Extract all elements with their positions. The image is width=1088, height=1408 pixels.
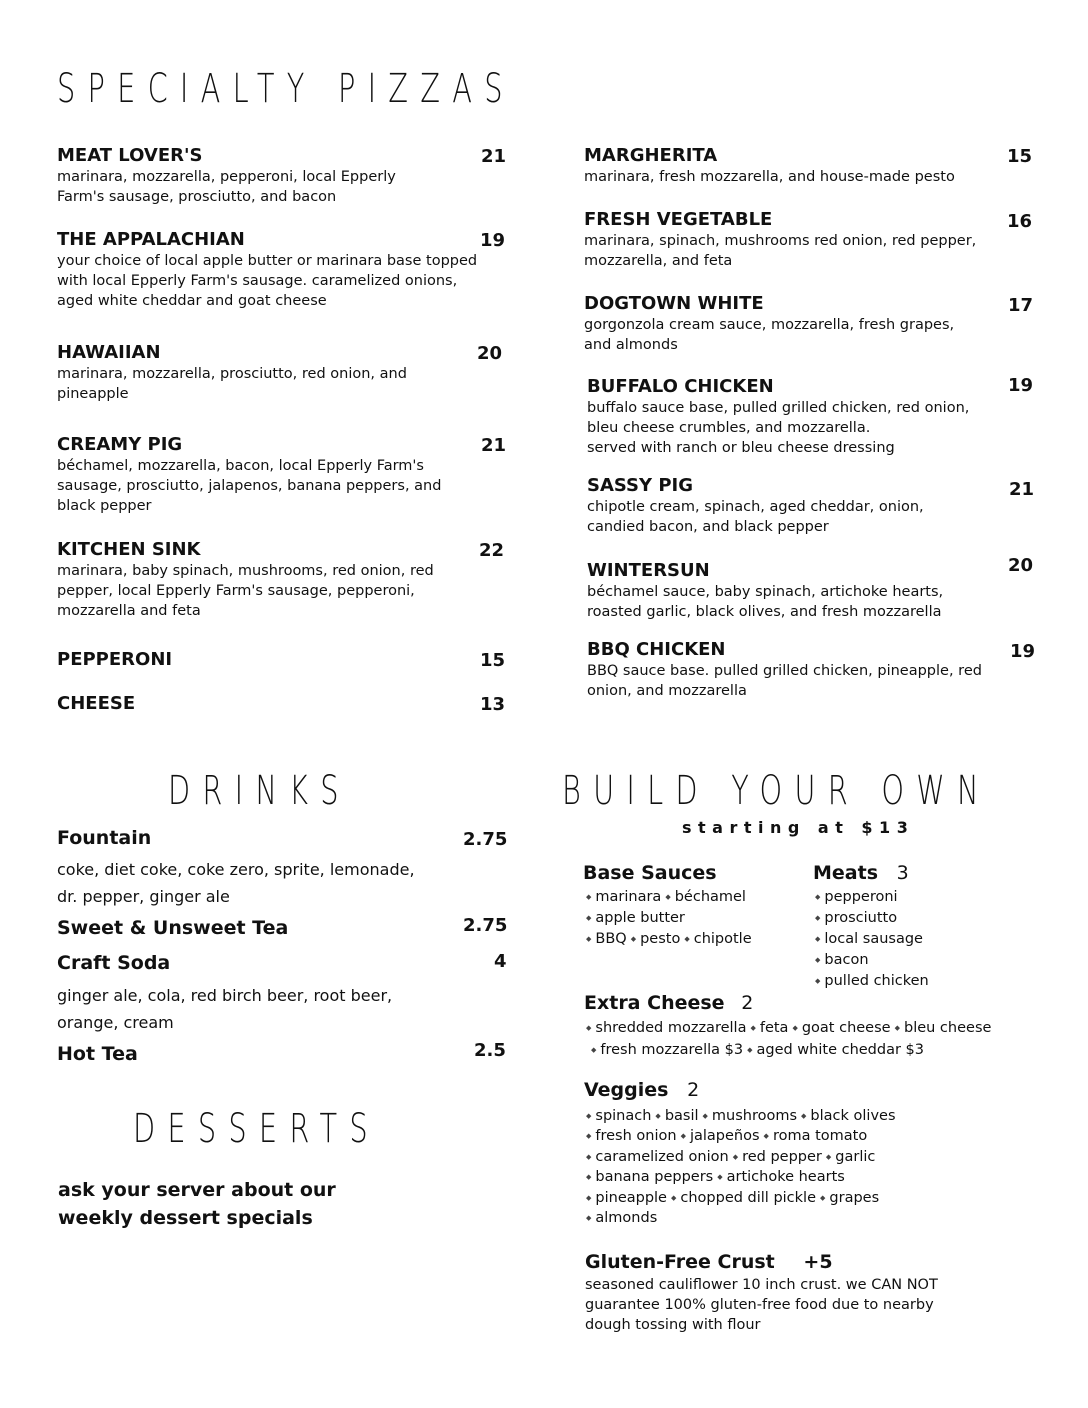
item-price: 15: [1007, 146, 1033, 167]
item-description: gorgonzola cream sauce, mozzarella, fresh grapes, and almonds: [584, 317, 955, 353]
item-description: marinara, mozzarella, pepperoni, local Epperly Farm's sausage, prosciutto, and bacon: [57, 169, 396, 205]
diamond-bullet-icon: ◆: [702, 1112, 708, 1120]
option: BBQ: [595, 931, 627, 947]
item-price: 17: [1008, 295, 1034, 316]
option: marinara: [595, 889, 662, 905]
diamond-bullet-icon: ◆: [763, 1132, 769, 1141]
item-price: 19: [1010, 641, 1036, 662]
option: pulled chicken: [824, 973, 929, 989]
drink-description: [57, 856, 415, 910]
options-row: [586, 1188, 896, 1208]
item-price: 16: [1007, 211, 1033, 232]
diamond-bullet-icon: ◆: [586, 893, 592, 901]
diamond-bullet-icon: ◆: [670, 1193, 677, 1202]
gluten-free-label: [585, 1251, 833, 1273]
option: prosciutto: [824, 910, 898, 926]
diamond-bullet-icon: ◆: [586, 1214, 592, 1223]
menu-item: [57, 693, 135, 714]
menu-item: [57, 229, 482, 311]
option: aged white cheddar $3: [756, 1042, 924, 1058]
diamond-bullet-icon: ◆: [586, 914, 592, 922]
desserts-note: [58, 1176, 336, 1232]
item-price: 20: [1008, 555, 1034, 576]
item-name: KITCHEN SINK: [57, 539, 201, 560]
option: jalapeños: [689, 1128, 760, 1145]
menu-item: [57, 649, 172, 670]
item-description: chipotle cream, spinach, aged cheddar, onion, candied bacon, and black pepper: [587, 499, 924, 535]
options-row: [815, 929, 929, 950]
drink-description-line: dr. pepper, ginger ale: [57, 887, 230, 906]
drink-name: Sweet & Unsweet Tea: [57, 917, 289, 939]
item-price: 19: [1008, 375, 1034, 396]
diamond-bullet-icon: ◆: [586, 1193, 592, 1202]
item-description: béchamel sauce, baby spinach, artichoke hearts, roasted garlic, black olives, and fresh mozzarella: [587, 584, 944, 620]
drink-price: 4: [494, 951, 507, 972]
item-name: THE APPALACHIAN: [57, 229, 245, 250]
meats-price: 3: [896, 862, 909, 884]
item-price: 19: [480, 230, 506, 251]
build-your-own-heading: BUILD YOUR OWN: [562, 768, 991, 814]
item-name: CREAMY PIG: [57, 434, 183, 455]
option: almonds: [595, 1210, 658, 1227]
diamond-bullet-icon: ◆: [665, 893, 671, 901]
desserts-note-line: ask your server about our: [58, 1179, 336, 1201]
item-price: 21: [481, 146, 507, 167]
options-row: [815, 950, 929, 971]
options-row: [815, 887, 929, 908]
item-name: DOGTOWN WHITE: [584, 293, 764, 314]
extra-cheese-price: 2: [741, 992, 754, 1014]
diamond-bullet-icon: ◆: [717, 1173, 723, 1182]
menu-item: [584, 145, 994, 187]
item-name: PEPPERONI: [57, 649, 173, 670]
menu-item: [584, 209, 1004, 271]
item-description: marinara, mozzarella, prosciutto, red onion, and pineapple: [57, 366, 407, 402]
desserts-heading: DESSERTS: [133, 1106, 380, 1152]
diamond-bullet-icon: ◆: [586, 935, 592, 943]
option: black olives: [810, 1108, 896, 1124]
drinks-heading: DRINKS: [168, 768, 351, 814]
option: banana peppers: [595, 1169, 714, 1186]
options-row: [586, 1017, 991, 1039]
option: fresh onion: [595, 1128, 677, 1145]
veggies-label: [584, 1079, 699, 1101]
veggies-options: [586, 1106, 896, 1228]
options-row: [586, 1039, 991, 1061]
option: basil: [664, 1108, 699, 1124]
item-name: WINTERSUN: [587, 560, 710, 581]
option: red pepper: [742, 1148, 822, 1165]
gluten-free-label-text: Gluten-Free Crust: [585, 1251, 775, 1273]
item-description: buffalo sauce base, pulled grilled chicken, red onion, bleu cheese crumbles, and mozzarella.: [587, 400, 970, 436]
diamond-bullet-icon: ◆: [815, 893, 821, 901]
drink-price: 2.75: [463, 829, 508, 850]
drink-price: 2.5: [474, 1040, 506, 1061]
item-name: SASSY PIG: [587, 475, 693, 496]
options-row: [815, 971, 929, 992]
diamond-bullet-icon: ◆: [801, 1112, 807, 1120]
diamond-bullet-icon: ◆: [630, 935, 637, 943]
option: chipotle: [693, 931, 752, 947]
option: bacon: [824, 952, 869, 968]
item-name: CHEESE: [57, 693, 136, 714]
options-row: [815, 908, 929, 929]
veggies-label-text: Veggies: [584, 1079, 669, 1101]
item-price: 21: [1009, 479, 1035, 500]
options-row: [586, 1126, 896, 1146]
option: feta: [759, 1020, 789, 1036]
diamond-bullet-icon: ◆: [792, 1024, 798, 1032]
diamond-bullet-icon: ◆: [747, 1046, 753, 1054]
options-row: [586, 908, 752, 929]
veggies-price: 2: [687, 1079, 700, 1101]
meats-label: [813, 862, 909, 884]
menu-item: [587, 639, 1007, 701]
option: caramelized onion: [595, 1148, 729, 1165]
options-row: [586, 887, 752, 908]
option: garlic: [835, 1148, 876, 1165]
drink-name: Craft Soda: [57, 952, 171, 974]
option: pineapple: [595, 1189, 667, 1206]
menu-item: [587, 376, 1002, 458]
diamond-bullet-icon: ◆: [820, 1193, 826, 1202]
extra-cheese-label-text: Extra Cheese: [584, 992, 725, 1014]
menu-item: [587, 475, 967, 537]
desserts-note-line: weekly dessert specials: [58, 1207, 313, 1229]
drink-name: Hot Tea: [57, 1043, 138, 1065]
options-row: [586, 1208, 896, 1228]
diamond-bullet-icon: ◆: [815, 914, 821, 922]
options-row: [586, 1167, 896, 1187]
extra-cheese-label: [584, 992, 753, 1014]
drink-name: Fountain: [57, 827, 152, 849]
menu-item: [57, 539, 467, 621]
item-name: MARGHERITA: [584, 145, 718, 166]
menu-item: [587, 560, 977, 622]
diamond-bullet-icon: ◆: [680, 1132, 686, 1141]
item-description: béchamel, mozzarella, bacon, local Epperly Farm's sausage, prosciutto, jalapenos, banana peppers, and black pepper: [57, 458, 442, 514]
diamond-bullet-icon: ◆: [586, 1112, 592, 1120]
diamond-bullet-icon: ◆: [894, 1024, 900, 1032]
item-price: 20: [477, 343, 503, 364]
item-price: 15: [480, 650, 506, 671]
option: fresh mozzarella $3: [600, 1042, 744, 1058]
menu-item: [584, 293, 984, 355]
menu-item: [57, 434, 472, 516]
diamond-bullet-icon: ◆: [684, 935, 690, 943]
diamond-bullet-icon: ◆: [732, 1152, 739, 1161]
item-description: your choice of local apple butter or marinara base topped with local Epperly Farm's sausage. caramelized onions, aged white cheddar and goat cheese: [57, 253, 478, 309]
option: béchamel: [674, 889, 746, 905]
build-subtitle: starting at $13: [682, 818, 915, 837]
meats-label-text: Meats: [813, 862, 879, 884]
base-sauces-options: [586, 887, 752, 950]
item-name: BUFFALO CHICKEN: [587, 376, 774, 397]
menu-item: [57, 342, 437, 404]
meats-options: [815, 887, 929, 992]
option: pepperoni: [824, 889, 898, 905]
gluten-free-price: +5: [803, 1251, 833, 1273]
diamond-bullet-icon: ◆: [586, 1173, 592, 1182]
diamond-bullet-icon: ◆: [815, 935, 821, 943]
base-sauces-label: Base Sauces: [583, 862, 717, 884]
diamond-bullet-icon: ◆: [825, 1152, 832, 1161]
options-row: [586, 929, 752, 950]
option: local sausage: [824, 931, 923, 947]
drink-description-line: coke, diet coke, coke zero, sprite, lemonade,: [57, 860, 415, 879]
diamond-bullet-icon: ◆: [655, 1112, 661, 1120]
diamond-bullet-icon: ◆: [586, 1152, 592, 1161]
specialty-pizzas-heading: SPECIALTY PIZZAS: [57, 66, 515, 112]
options-row: [586, 1147, 896, 1167]
gluten-free-description: seasoned cauliflower 10 inch crust. we CAN NOT guarantee 100% gluten-free food due to nearby dough tossing with flour: [585, 1277, 938, 1333]
option: apple butter: [595, 910, 685, 926]
option: chopped dill pickle: [680, 1189, 817, 1206]
item-name: MEAT LOVER'S: [57, 145, 203, 166]
item-name: FRESH VEGETABLE: [584, 209, 773, 230]
extra-cheese-options: [586, 1017, 991, 1061]
option: pesto: [640, 931, 681, 947]
drink-description-line: ginger ale, cola, red birch beer, root beer,: [57, 986, 393, 1005]
diamond-bullet-icon: ◆: [750, 1024, 756, 1032]
item-name: BBQ CHICKEN: [587, 639, 726, 660]
item-description: marinara, spinach, mushrooms red onion, red pepper, mozzarella, and feta: [584, 233, 977, 269]
diamond-bullet-icon: ◆: [586, 1132, 592, 1141]
option: goat cheese: [801, 1020, 891, 1036]
item-description: marinara, baby spinach, mushrooms, red onion, red pepper, local Epperly Farm's sausage, pepperoni, mozzarella and feta: [57, 563, 434, 619]
drink-price: 2.75: [463, 915, 508, 936]
diamond-bullet-icon: ◆: [591, 1046, 597, 1054]
option: artichoke hearts: [726, 1169, 845, 1186]
diamond-bullet-icon: ◆: [815, 956, 821, 964]
option: roma tomato: [772, 1128, 868, 1145]
option: shredded mozzarella: [595, 1020, 747, 1036]
option: grapes: [829, 1189, 880, 1206]
options-row: [586, 1106, 896, 1126]
item-price: 13: [480, 694, 506, 715]
diamond-bullet-icon: ◆: [815, 977, 821, 985]
item-description: marinara, fresh mozzarella, and house-made pesto: [584, 169, 955, 185]
menu-item: [57, 145, 472, 207]
option: bleu cheese: [903, 1020, 992, 1036]
item-description: BBQ sauce base. pulled grilled chicken, pineapple, red onion, and mozzarella: [587, 663, 982, 699]
diamond-bullet-icon: ◆: [586, 1024, 592, 1032]
option: spinach: [595, 1108, 652, 1124]
item-description-note: served with ranch or bleu cheese dressing: [587, 440, 895, 456]
item-price: 21: [481, 435, 507, 456]
drink-description: [57, 982, 392, 1036]
drink-description-line: orange, cream: [57, 1013, 174, 1032]
item-price: 22: [479, 540, 505, 561]
option: mushrooms: [711, 1108, 798, 1124]
item-name: HAWAIIAN: [57, 342, 161, 363]
